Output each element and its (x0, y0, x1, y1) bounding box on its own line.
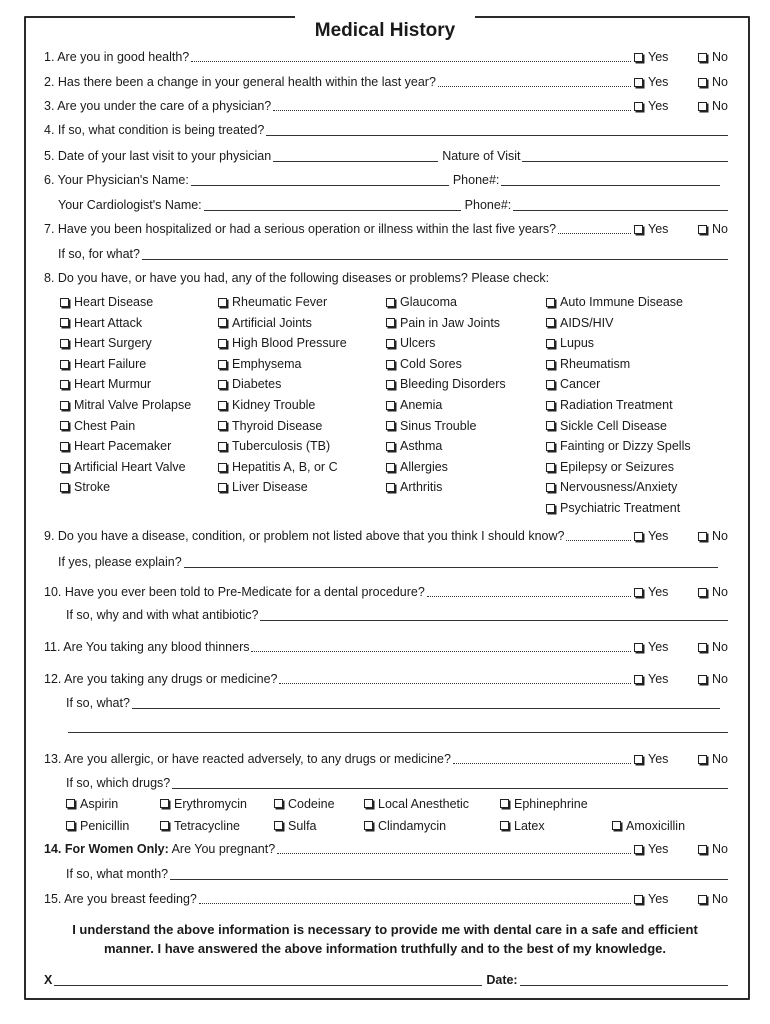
question-15 (44, 890, 728, 909)
disease-checkbox[interactable]: Mitral Valve Prolapse (60, 395, 191, 416)
question-4 (44, 121, 728, 140)
drug-checkbox[interactable]: Erythromycin (160, 794, 247, 813)
q13-followup-field[interactable] (172, 788, 728, 789)
disease-checkbox[interactable]: Tuberculosis (TB) (218, 436, 347, 457)
consent-line-2: manner. I have answered the above information truthfully and to the best of my knowledge. (104, 941, 666, 956)
signature-row (44, 971, 728, 990)
disease-checkbox[interactable]: Cold Sores (386, 354, 506, 375)
q11-no-checkbox[interactable]: No (698, 638, 728, 657)
cardiologist-row (58, 196, 728, 215)
question-3-text: 3. Are you under the care of a physician? (44, 99, 272, 113)
q14-yes-checkbox[interactable]: Yes (634, 840, 668, 859)
question-11-text: 11. Are You taking any blood thinners (44, 640, 250, 654)
disease-checkbox[interactable]: Thyroid Disease (218, 416, 347, 437)
drug-checkbox[interactable]: Local Anesthetic (364, 794, 469, 813)
disease-checkbox[interactable]: Psychiatric Treatment (546, 498, 691, 519)
drug-checkbox[interactable]: Penicillin (66, 816, 129, 835)
disease-column-1 (60, 292, 191, 498)
question-7 (44, 220, 728, 239)
q10-no-checkbox[interactable]: No (698, 583, 728, 602)
disease-checkbox[interactable]: Glaucoma (386, 292, 506, 313)
disease-checkbox[interactable]: Heart Murmur (60, 374, 191, 395)
disease-checkbox[interactable]: Ulcers (386, 333, 506, 354)
signature-field[interactable] (54, 985, 482, 986)
cardiologist-phone-field[interactable] (513, 210, 728, 211)
drug-checkbox[interactable]: Latex (500, 816, 545, 835)
q15-yes-checkbox[interactable]: Yes (634, 890, 668, 909)
question-2 (44, 73, 728, 92)
q9-yes-checkbox[interactable]: Yes (634, 527, 668, 546)
question-7-followup (58, 245, 728, 264)
question-12 (44, 670, 728, 689)
disease-checkbox[interactable]: Allergies (386, 457, 506, 478)
cardiologist-name-label: Your Cardiologist's Name: (58, 198, 202, 212)
question-9-text: 9. Do you have a disease, condition, or problem not listed above that you think I should know? (44, 529, 565, 543)
question-13-followup (66, 774, 728, 793)
q2-no-checkbox[interactable]: No (698, 73, 728, 92)
q12-followup-label: If so, what? (66, 696, 130, 710)
disease-checkbox[interactable]: Radiation Treatment (546, 395, 691, 416)
disease-checkbox[interactable]: Sickle Cell Disease (546, 416, 691, 437)
question-13-text: 13. Are you allergic, or have reacted adversely, to any drugs or medicine? (44, 752, 451, 766)
question-10-text: 10. Have you ever been told to Pre-Medicate for a dental procedure? (44, 585, 425, 599)
cardiologist-phone-label: Phone#: (464, 198, 512, 212)
physician-name-label: 6. Your Physician's Name: (44, 173, 189, 187)
physician-name-field[interactable] (191, 185, 449, 186)
disease-checkbox[interactable]: Bleeding Disorders (386, 374, 506, 395)
q12-followup-field[interactable] (132, 708, 720, 709)
question-9-followup (58, 553, 728, 572)
question-11 (44, 638, 728, 657)
q12-yes-checkbox[interactable]: Yes (634, 670, 668, 689)
q7-yes-checkbox[interactable]: Yes (634, 220, 668, 239)
disease-column-3 (386, 292, 506, 498)
disease-checkbox[interactable]: Kidney Trouble (218, 395, 347, 416)
cardiologist-name-field[interactable] (204, 210, 461, 211)
q1-no-checkbox[interactable]: No (698, 48, 728, 67)
question-1 (44, 48, 728, 67)
q13-no-checkbox[interactable]: No (698, 750, 728, 769)
question-8 (44, 269, 728, 288)
nature-of-visit-field[interactable] (522, 161, 728, 162)
q11-yes-checkbox[interactable]: Yes (634, 638, 668, 657)
drug-checkbox[interactable]: Codeine (274, 794, 335, 813)
question-5-text: 5. Date of your last visit to your physician (44, 149, 272, 163)
disease-checkbox[interactable]: Epilepsy or Seizures (546, 457, 691, 478)
disease-checkbox[interactable]: Sinus Trouble (386, 416, 506, 437)
q12-followup-field-2[interactable] (68, 732, 728, 733)
disease-checkbox[interactable]: Heart Surgery (60, 333, 191, 354)
disease-checkbox[interactable]: Chest Pain (60, 416, 191, 437)
women-only-label: 14. For Women Only: (44, 842, 169, 856)
disease-checkbox[interactable]: Pain in Jaw Joints (386, 313, 506, 334)
disease-checkbox[interactable]: Hepatitis A, B, or C (218, 457, 347, 478)
disease-checkbox[interactable]: Auto Immune Disease (546, 292, 691, 313)
disease-checkbox[interactable]: Cancer (546, 374, 691, 395)
disease-checkbox[interactable]: Emphysema (218, 354, 347, 375)
question-2-text: 2. Has there been a change in your general health within the last year? (44, 75, 436, 89)
question-6 (44, 171, 728, 190)
q9-followup-field[interactable] (184, 567, 718, 568)
q9-no-checkbox[interactable]: No (698, 527, 728, 546)
disease-checkbox[interactable]: Stroke (60, 477, 191, 498)
question-14-text: Are You pregnant? (168, 842, 276, 856)
q7-no-checkbox[interactable]: No (698, 220, 728, 239)
q14-followup-label: If so, what month? (66, 867, 169, 881)
question-14 (44, 840, 728, 859)
question-4-text: 4. If so, what condition is being treated? (44, 123, 265, 137)
disease-checkbox[interactable]: Asthma (386, 436, 506, 457)
q9-followup-label: If yes, please explain? (58, 555, 182, 569)
q2-yes-checkbox[interactable]: Yes (634, 73, 668, 92)
q7-followup-field[interactable] (142, 259, 728, 260)
disease-checkbox[interactable]: Fainting or Dizzy Spells (546, 436, 691, 457)
question-14-followup (66, 865, 728, 884)
drug-checkbox[interactable]: Tetracycline (160, 816, 240, 835)
q3-yes-checkbox[interactable]: Yes (634, 97, 668, 116)
drug-checkbox[interactable]: Sulfa (274, 816, 317, 835)
question-13 (44, 750, 728, 769)
disease-checkbox[interactable]: Artificial Joints (218, 313, 347, 334)
question-1-text: 1. Are you in good health? (44, 50, 190, 64)
drug-checkbox[interactable]: Ephinephrine (500, 794, 588, 813)
disease-column-2 (218, 292, 347, 498)
disease-checkbox[interactable]: Heart Disease (60, 292, 191, 313)
q10-yes-checkbox[interactable]: Yes (634, 583, 668, 602)
disease-checkbox[interactable]: Liver Disease (218, 477, 347, 498)
disease-checkbox[interactable]: AIDS/HIV (546, 313, 691, 334)
disease-checkbox[interactable]: Nervousness/Anxiety (546, 477, 691, 498)
q14-no-checkbox[interactable]: No (698, 840, 728, 859)
disease-checkbox[interactable]: Rheumatism (546, 354, 691, 375)
disease-checkbox[interactable]: High Blood Pressure (218, 333, 347, 354)
drug-checkbox[interactable]: Amoxicillin (612, 816, 685, 835)
q10-followup-field[interactable] (260, 620, 728, 621)
physician-phone-label: Phone#: (452, 173, 500, 187)
question-12-extra-line (66, 718, 728, 737)
question-9 (44, 527, 728, 546)
drug-checkbox[interactable]: Clindamycin (364, 816, 446, 835)
last-visit-date-field[interactable] (273, 161, 438, 162)
consent-statement (40, 920, 730, 958)
question-12-text: 12. Are you taking any drugs or medicine? (44, 672, 278, 686)
disease-column-4 (546, 292, 691, 519)
signature-x: X (44, 973, 53, 987)
consent-line-1: I understand the above information is necessary to provide me with dental care in a safe and efficient (72, 922, 698, 937)
question-5 (44, 147, 728, 166)
question-3 (44, 97, 728, 116)
disease-checkbox[interactable]: Heart Failure (60, 354, 191, 375)
question-12-followup (66, 694, 728, 713)
q13-followup-label: If so, which drugs? (66, 776, 171, 790)
q3-no-checkbox[interactable]: No (698, 97, 728, 116)
q1-yes-checkbox[interactable]: Yes (634, 48, 668, 67)
q15-no-checkbox[interactable]: No (698, 890, 728, 909)
question-8-text: 8. Do you have, or have you had, any of the following diseases or problems? Please check: (44, 271, 550, 285)
question-10-followup (66, 606, 728, 625)
date-label: Date: (486, 973, 518, 987)
disease-checkbox[interactable]: Heart Attack (60, 313, 191, 334)
disease-checkbox[interactable]: Heart Pacemaker (60, 436, 191, 457)
disease-checkbox[interactable]: Lupus (546, 333, 691, 354)
question-15-text: 15. Are you breast feeding? (44, 892, 197, 906)
q7-followup-label: If so, for what? (58, 247, 140, 261)
question-7-text: 7. Have you been hospitalized or had a serious operation or illness within the last five years? (44, 222, 557, 236)
q12-no-checkbox[interactable]: No (698, 670, 728, 689)
disease-checkbox[interactable]: Diabetes (218, 374, 347, 395)
drug-checkbox[interactable]: Aspirin (66, 794, 118, 813)
question-10 (44, 583, 728, 602)
disease-checkbox[interactable]: Arthritis (386, 477, 506, 498)
date-field[interactable] (520, 985, 728, 986)
disease-checkbox[interactable]: Rheumatic Fever (218, 292, 347, 313)
q10-followup-label: If so, why and with what antibiotic? (66, 608, 259, 622)
nature-of-visit-label: Nature of Visit (442, 149, 521, 163)
disease-checkbox[interactable]: Artificial Heart Valve (60, 457, 191, 478)
q14-followup-field[interactable] (170, 879, 728, 880)
disease-checkbox[interactable]: Anemia (386, 395, 506, 416)
page-title: Medical History (295, 14, 475, 48)
physician-phone-field[interactable] (501, 185, 720, 186)
q13-yes-checkbox[interactable]: Yes (634, 750, 668, 769)
condition-field[interactable] (266, 135, 728, 136)
